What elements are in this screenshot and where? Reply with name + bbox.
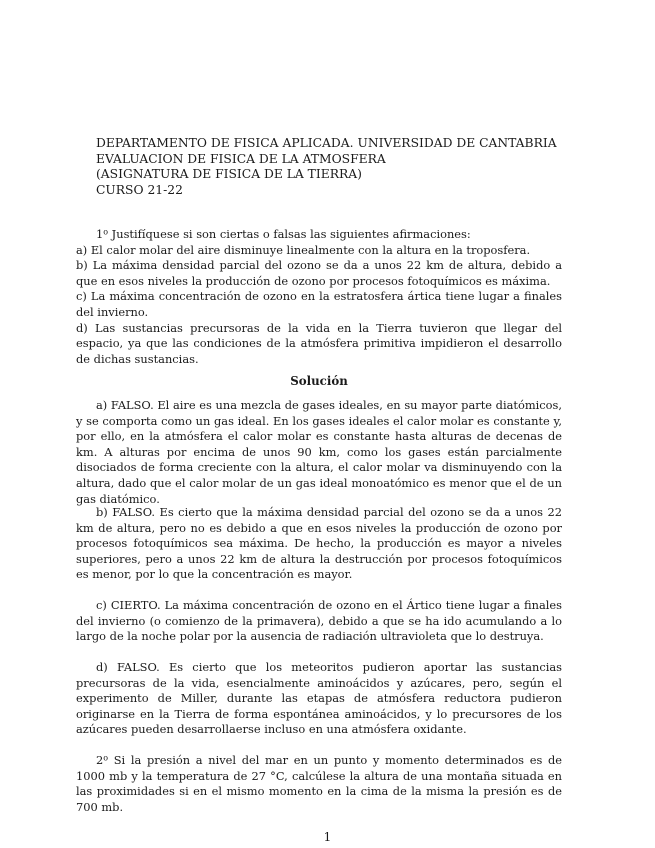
answer-a: a) FALSO. El aire es una mezcla de gases ideales, en su mayor parte diatómicos, y se comporta como un gas ideal. En los gases ideales el calor molar es constante y, por ello, en la atmósfera el calor molar es constante hasta alturas de decenas de km. A alturas por encima de unos 90 km, como los gases están parcialmente disociados de forma creciente con la altura, el calor molar va disminuyendo con la altura, dado que el calor molar de un gas ideal monoatómico es menor que el de un gas diatómico.	[76, 398, 562, 506]
solution-heading: Solución	[290, 374, 348, 388]
statement-c: c) La máxima concentración de ozono en la estratosfera ártica tiene lugar a finales del invierno.	[76, 289, 562, 319]
ordinal-mark: o	[103, 753, 109, 763]
course-year: CURSO 21-22	[96, 182, 183, 197]
question-2: 2$^o$ Si la presión a nivel del mar en un punto y momento determinados es de 1000 mb y la temperatura de 27 °C, calcúlese la altura de una montaña situada en las proximidades si en el mismo momento en la cima de la misma la presión es de 700 mb.	[76, 753, 562, 814]
page-number: 1	[323, 830, 332, 844]
evaluation-title: EVALUACION DE FISICA DE LA ATMOSFERA	[96, 151, 386, 166]
department-line: DEPARTAMENTO DE FISICA APLICADA. UNIVERSIDAD DE CANTABRIA	[96, 136, 557, 150]
statement-b: b) La máxima densidad parcial del ozono se da a unos 22 km de altura, debido a que en esos niveles la producción de ozono por procesos fotoquímicos es máxima.	[76, 258, 562, 288]
ordinal-mark: o	[103, 227, 109, 237]
question-1-intro: 1$^o$ Justifíquese si son ciertas o falsas las siguientes afirmaciones:	[96, 227, 471, 241]
answer-b: b) FALSO. Es cierto que la máxima densidad parcial del ozono se da a unos 22 km de altura, pero no es debido a que en esos niveles la producción de ozono por procesos fotoquímicos sea máxima. De hecho, la producción es mayor a niveles superiores, pero a unos 22 km de altura la destrucción por procesos fotoquímicos es menor, por lo que la concentración es mayor.	[76, 505, 562, 582]
answer-c: c) CIERTO. La máxima concentración de ozono en el Ártico tiene lugar a finales del invierno (o comienzo de la primavera), debido a que se ha ido acumulando a lo largo de la noche polar por la ausencia de radiación ultravioleta que lo destruya.	[76, 598, 562, 644]
statement-a: a) El calor molar del aire disminuye linealmente con la altura en la troposfera.	[76, 242, 531, 257]
question-1	[76, 227, 562, 367]
answer-d: d) FALSO. Es cierto que los meteoritos pudieron aportar las sustancias precursoras de la vida, esencialmente aminoácidos y azúcares, pero, según el experimento de Miller, durante las etapas de atmósfera reductora pudieron originarse en la Tierra de forma espontánea aminoácidos, y lo precursores de los azúcares pueden desarrollaerse incluso en una atmósfera oxidante.	[76, 660, 562, 737]
document-header	[96, 136, 557, 198]
statement-d: d) Las sustancias precursoras de la vida en la Tierra tuvieron que llegar del espacio, ya que las condiciones de la atmósfera primitiva impidieron el desarrollo de dichas sustancias.	[76, 320, 562, 366]
course-subject: (ASIGNATURA DE FISICA DE LA TIERRA)	[96, 167, 362, 181]
